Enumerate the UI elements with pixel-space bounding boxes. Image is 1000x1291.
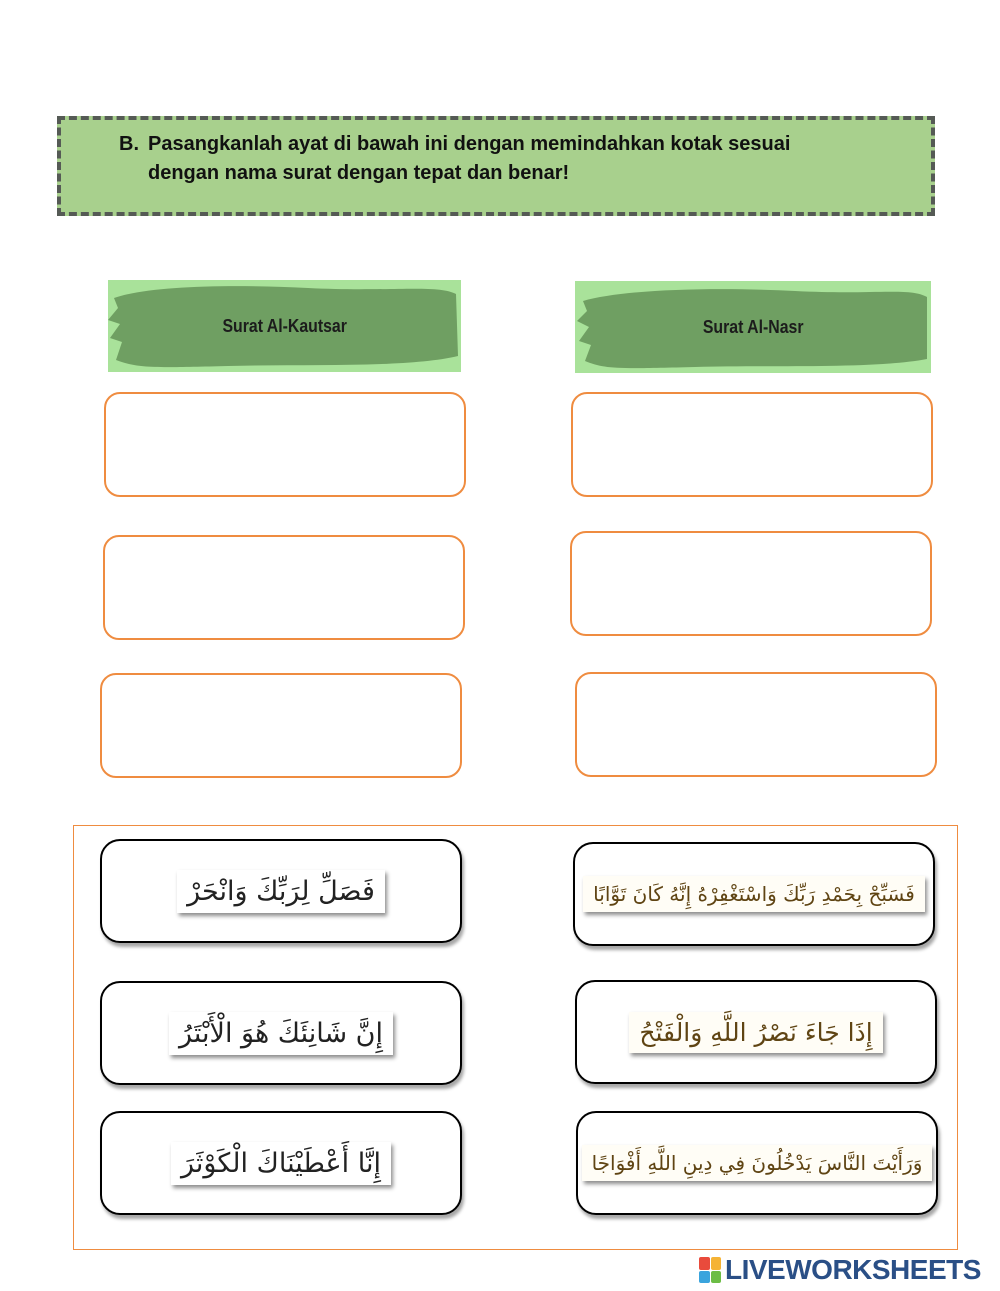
instruction-box (57, 116, 935, 216)
header-surat-al-nasr (575, 281, 931, 373)
header-surat-al-kautsar (108, 280, 461, 372)
instruction-number: B. (119, 133, 139, 155)
liveworksheets-logo-icon (699, 1257, 721, 1283)
verse-text: فَسَبِّحْ بِحَمْدِ رَبِّكَ وَاسْتَغْفِرْهُ إِنَّهُ كَانَ تَوَّابًا (583, 876, 925, 912)
verse-text: وَرَأَيْتَ النَّاسَ يَدْخُلُونَ فِي دِينِ اللَّهِ أَفْوَاجًا (582, 1145, 933, 1181)
drop-slot-nasr-2[interactable] (570, 531, 932, 636)
drop-slot-nasr-3[interactable] (575, 672, 937, 777)
instruction-text-line2: dengan nama surat dengan tepat dan benar! (148, 162, 570, 184)
drop-slot-kautsar-1[interactable] (104, 392, 466, 497)
verse-text: إِنَّ شَانِئَكَ هُوَ الْأَبْتَرُ (169, 1012, 393, 1055)
draggable-verse-card[interactable] (100, 1111, 462, 1215)
liveworksheets-brand (699, 1254, 981, 1286)
instruction-text-line1: Pasangkanlah ayat di bawah ini dengan memindahkan kotak sesuai (148, 133, 791, 155)
drop-slot-kautsar-3[interactable] (100, 673, 462, 778)
draggable-verse-card[interactable] (100, 839, 462, 943)
column-title-al-kautsar: Surat Al-Kautsar (222, 315, 347, 336)
draggable-verse-card[interactable] (100, 981, 462, 1085)
draggable-verse-card[interactable] (573, 842, 935, 946)
verse-text: إِذَا جَاءَ نَصْرُ اللَّهِ وَالْفَتْحُ (629, 1012, 882, 1053)
verse-text: إِنَّا أَعْطَيْنَاكَ الْكَوْثَرَ (171, 1142, 391, 1185)
draggable-verse-card[interactable] (576, 1111, 938, 1215)
drop-slot-kautsar-2[interactable] (103, 535, 465, 640)
verse-text: فَصَلِّ لِرَبِّكَ وَانْحَرْ (177, 870, 385, 913)
draggable-verse-card[interactable] (575, 980, 937, 1084)
column-title-al-nasr: Surat Al-Nasr (702, 316, 804, 337)
brand-name: LIVEWORKSHEETS (725, 1254, 981, 1285)
drop-slot-nasr-1[interactable] (571, 392, 933, 497)
